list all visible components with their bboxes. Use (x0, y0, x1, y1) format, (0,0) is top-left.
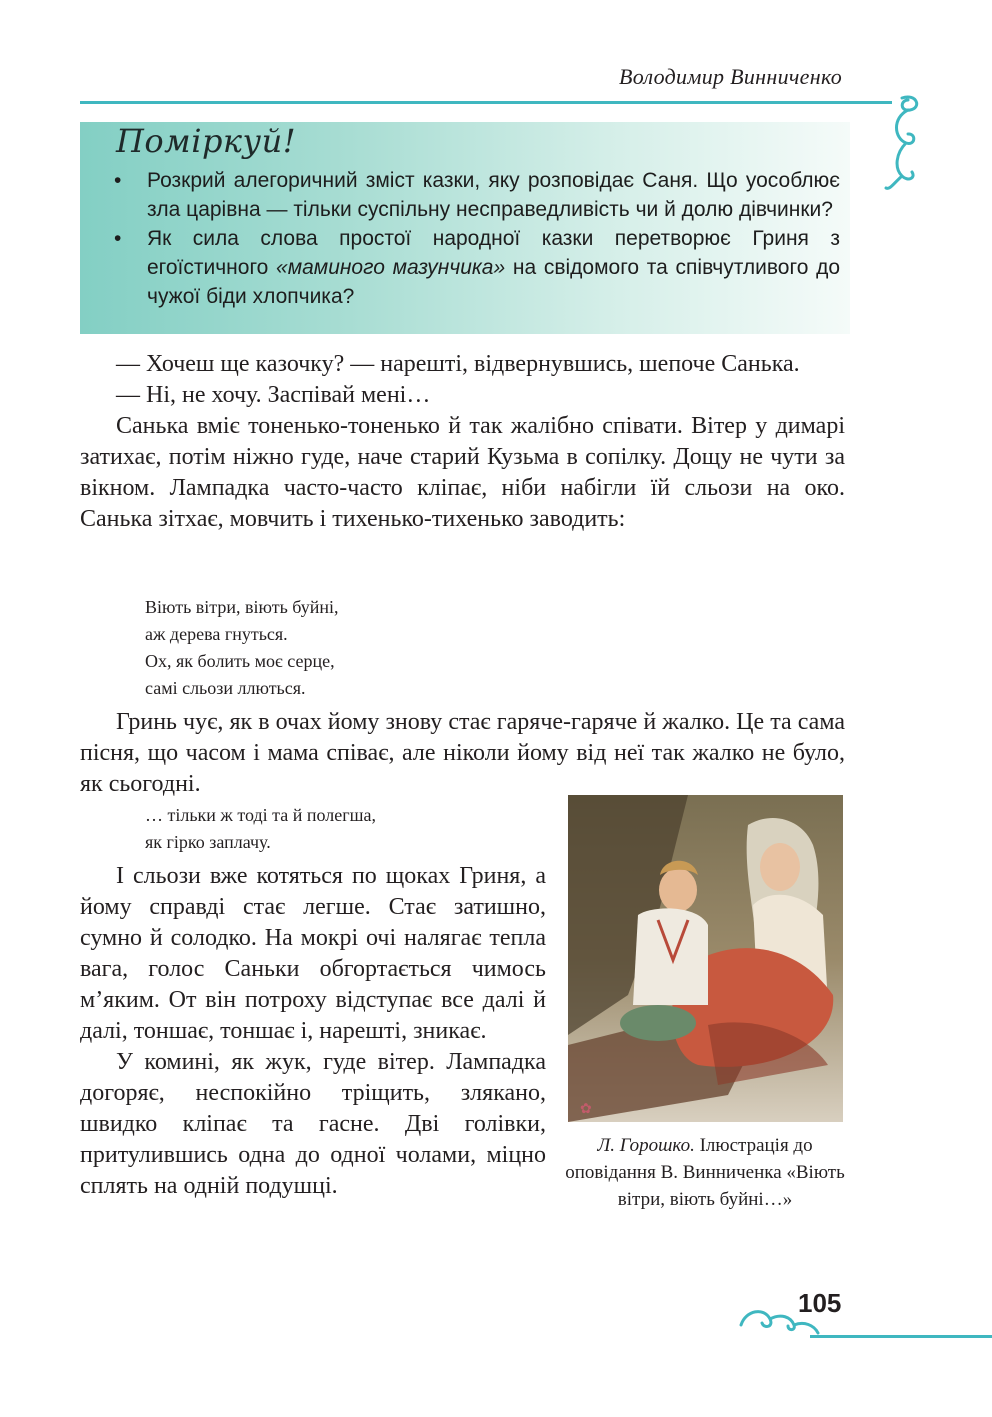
think-box-title: Поміркуй! (116, 122, 297, 160)
poem-line: аж дерева гнуться. (145, 624, 288, 644)
question-quote: «маминого мазунчика» (276, 256, 506, 279)
page-number: 105 (798, 1288, 842, 1318)
story-illustration (568, 795, 843, 1122)
story-text-bottom (80, 861, 546, 1202)
question-text: Розкрий алегоричний зміст казки, яку розповідає Саня. Що уособлює зла царівна — тільки суспільну несправедливість чи й долю дівчинки? (147, 169, 840, 221)
paragraph: Гринь чує, як в очах йому знову стає гаряче-гаряче й жалко. Це та сама пісня, що часом і мама співає, але ніколи йому від неї так жалко не було, як сьогодні. (80, 709, 845, 797)
paragraph: І сльози вже котяться по щоках Гриня, а йому справді стає легше. Стає затишно, сумно й солодко. На мокрі очі налягає тепла вага, голос Саньки обгортається чимось м’яким. От він потроху відступає все далі й далі, тоншає, тоншає і, нарешті, зникає. (80, 863, 546, 1044)
running-header-author: Володимир Винниченко (618, 64, 842, 89)
think-box (80, 122, 850, 334)
paragraph: — Хочеш ще казочку? — нарешті, відвернувшись, шепоче Санька. (116, 351, 800, 377)
illustration-caption (560, 1132, 850, 1213)
paragraph: — Ні, не хочу. Заспівай мені… (116, 382, 431, 408)
poem-line: як гірко заплачу. (145, 832, 271, 852)
question-item (114, 166, 840, 224)
question-text: Як сила слова простої народної казки перетворює Гриня з егоїстичного (147, 227, 840, 279)
paragraph: Санька вміє тоненько-тоненько й так жалібно співати. Вітер у димарі затихає, потім ніжно гуде, наче старий Кузьма в сопілку. Дощу не чути за вікном. Лампадка часто-часто кліпає, ніби набігли їй сльози на око. Санька зітхає, мовчить і тихенько-тихенько заводить: (80, 413, 845, 532)
poem-stanza (145, 594, 339, 702)
poem-fragment (145, 802, 376, 856)
paragraph: У комині, як жук, гуде вітер. Лампадка догоряє, неспокійно тріщить, злякано, швидко кліпає та гасне. Дві голівки, притулившись одна до одної чолами, міцно сплять на одній подушці. (80, 1049, 546, 1199)
question-text: на свідомого та співчутливого до чужої біди хлопчика? (147, 256, 841, 308)
question-list (114, 166, 840, 311)
svg-text:✿: ✿ (580, 1101, 592, 1117)
decorative-swirl-icon (872, 88, 932, 198)
poem-line: Віють вітри, віють буйні, (145, 597, 339, 617)
footer-rule (810, 1335, 992, 1338)
story-text-top (80, 349, 845, 535)
poem-line: Ох, як болить моє серце, (145, 651, 335, 671)
poem-line: самі сльози ллються. (145, 678, 306, 698)
question-item (114, 224, 840, 311)
caption-author: Л. Горошко. (597, 1135, 695, 1156)
header-rule (80, 101, 892, 104)
caption-text: Ілюстрація до оповідання В. Винниченка «Віють вітри, віють буйні…» (565, 1135, 845, 1210)
poem-line: … тільки ж тоді та й полегша, (145, 805, 376, 825)
story-text-middle (80, 707, 845, 800)
